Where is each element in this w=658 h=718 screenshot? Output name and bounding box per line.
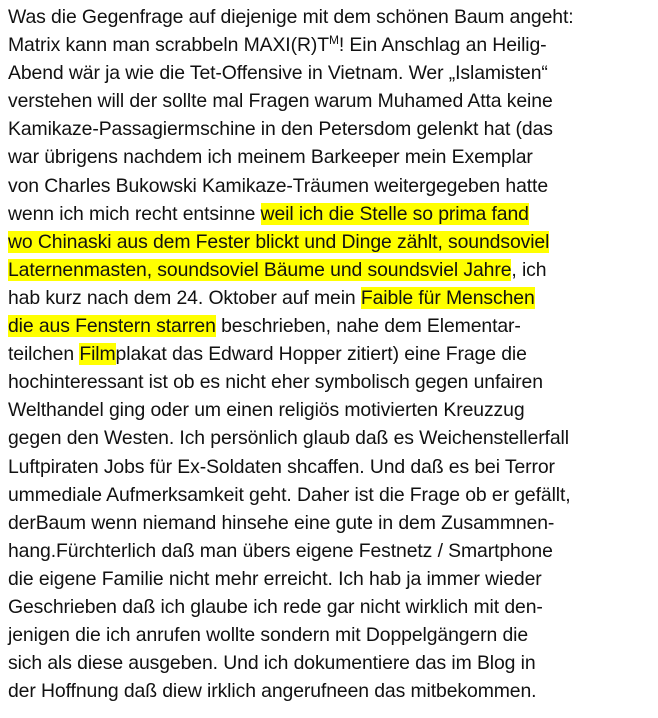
- highlighted-text: weil ich die Stelle so prima fand: [260, 202, 529, 225]
- text-line: [8, 537, 658, 565]
- text-segment: Was die Gegenfrage auf diejenige mit dem schönen Baum angeht:: [8, 6, 574, 28]
- text-line: [8, 228, 658, 256]
- highlighted-text: die aus Fenstern starren: [8, 315, 216, 338]
- text-line: [8, 3, 658, 31]
- text-segment: Welthandel ging oder um einen religiös motivierten Kreuzzug: [8, 399, 525, 422]
- highlighted-text: wo Chinaski aus dem Fester blickt und Dinge zählt, soundsoviel: [8, 230, 550, 253]
- text-segment: der Hoffnung daß diew irklich angerufneen das mitbekommen.: [8, 680, 537, 703]
- highlighted-text: Film: [79, 343, 116, 366]
- text-segment: sich als diese ausgeben. Und ich dokumentiere das im Blog in: [8, 652, 536, 675]
- text-line: [8, 481, 658, 509]
- text-segment: Geschrieben daß ich glaube ich rede gar nicht wirklich mit den-: [8, 595, 543, 618]
- text-segment: Luftpiraten Jobs für Ex-Soldaten shcaffen. Und daß es bei Terror: [8, 455, 555, 478]
- text-segment: verstehen will der sollte mal Fragen warum Muhamed Atta keine: [8, 90, 553, 113]
- text-segment: , ich: [511, 258, 547, 281]
- text-segment: hang.Fürchterlich daß man übers eigene Festnetz / Smartphone: [8, 539, 553, 562]
- superscript-text: M: [328, 33, 339, 48]
- text-segment: hab kurz nach dem 24. Oktober auf mein: [8, 286, 361, 309]
- highlighted-text: Laternenmasten, soundsoviel Bäume und soundsviel Jahre: [8, 258, 512, 281]
- text-segment: von Charles Bukowski Kamikaze-Träumen weitergegeben hatte: [8, 174, 549, 197]
- text-line: [8, 396, 658, 424]
- text-line: [8, 621, 658, 649]
- text-line: [8, 565, 658, 593]
- text-line: [8, 59, 658, 87]
- text-segment: Matrix kann man scrabbeln MAXI(R)T: [8, 34, 329, 57]
- text-segment: jenigen die ich anrufen wollte sondern mit Doppelgängern die: [8, 624, 529, 647]
- text-segment: hochinteressant ist ob es nicht eher symbolisch gegen unfairen: [8, 371, 543, 394]
- text-line: [8, 677, 658, 705]
- text-segment: Kamikaze-Passagiermschine in den Petersdom gelenkt hat (das: [8, 118, 553, 141]
- highlighted-text: Faible für Menschen: [360, 286, 535, 309]
- text-segment: ! Ein Anschlag an Heilig-: [338, 34, 547, 57]
- text-segment: Abend wär ja wie die Tet-Offensive in Vietnam. Wer „Islamisten“: [8, 62, 548, 85]
- text-line: [8, 368, 658, 396]
- text-segment: die eigene Familie nicht mehr erreicht. Ich hab ja immer wieder: [8, 567, 542, 590]
- text-segment: derBaum wenn niemand hinsehe eine gute in dem Zusammnen-: [8, 511, 555, 534]
- text-line: [8, 593, 658, 621]
- text-line: [8, 87, 658, 115]
- text-line: [8, 256, 658, 284]
- text-line: [8, 453, 658, 481]
- text-segment: gegen den Westen. Ich persönlich glaub daß es Weichenstellerfall: [8, 427, 569, 450]
- text-line: [8, 312, 658, 340]
- text-segment: beschrieben, nahe dem Elementar-: [215, 315, 521, 338]
- text-line: [8, 200, 658, 228]
- text-segment: ummediale Aufmerksamkeit geht. Daher ist die Frage ob er gefällt,: [8, 483, 571, 506]
- text-segment: teilchen: [8, 343, 80, 366]
- text-line: [8, 340, 658, 368]
- text-line: [8, 115, 658, 143]
- text-line: [8, 649, 658, 677]
- text-segment: wenn ich mich recht entsinne: [8, 202, 261, 225]
- text-segment: plakat das Edward Hopper zitiert) eine Frage die: [115, 343, 527, 366]
- text-line: [8, 509, 658, 537]
- text-line: [8, 172, 658, 200]
- text-line: [8, 143, 658, 171]
- text-line: [8, 284, 658, 312]
- text-line: [8, 31, 658, 59]
- text-line: [8, 424, 658, 452]
- text-segment: war übrigens nachdem ich meinem Barkeeper mein Exemplar: [8, 146, 533, 169]
